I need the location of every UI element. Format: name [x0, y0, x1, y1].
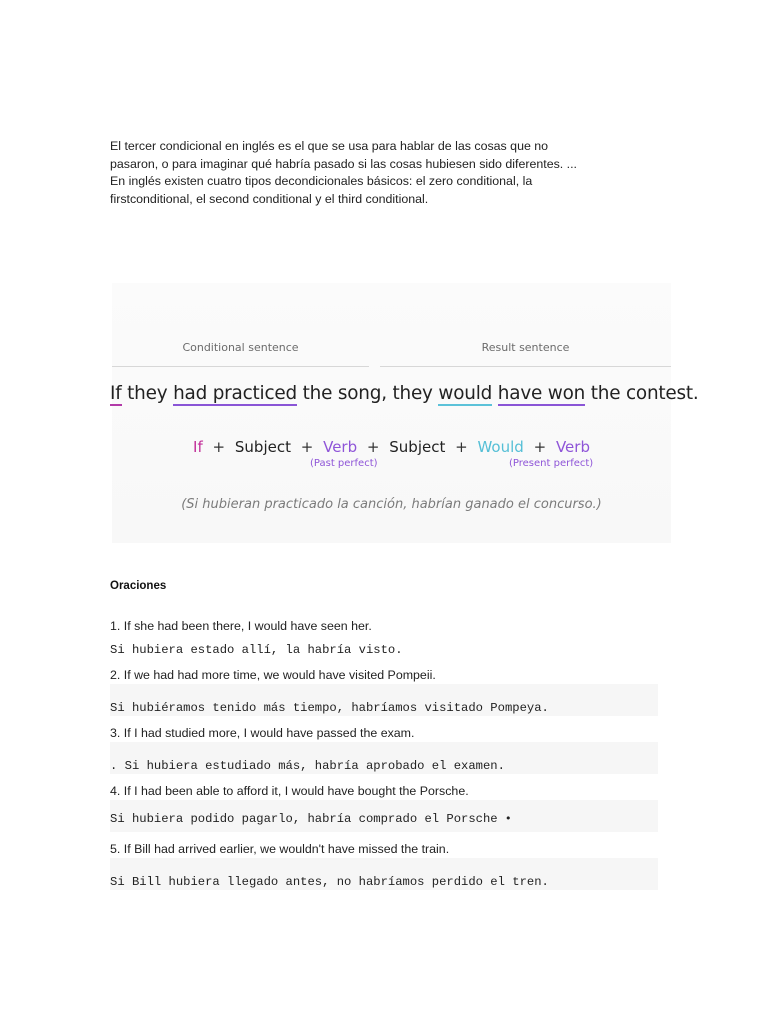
intro-line: El tercer condicional en inglés es el que se usa para hablar de las cosas que no	[110, 139, 549, 153]
formula-verb: Verb	[555, 438, 590, 456]
example-text: they	[121, 383, 174, 404]
intro-line: firstconditional, el second conditional y el third conditional.	[110, 191, 429, 206]
example-if: If	[110, 383, 122, 404]
formula	[112, 438, 671, 456]
sentence-spanish: Si hubiéramos tenido más tiempo, habríamos visitado Pompeya.	[110, 684, 658, 716]
sentence-english: 2. If we had had more time, we would have visited Pompeii.	[110, 668, 436, 682]
sentence-english: 1. If she had been there, I would have seen her.	[110, 619, 372, 633]
sentence-spanish-row	[110, 800, 658, 832]
formula-plus: +	[455, 438, 468, 456]
formula-verb: Verb	[323, 438, 358, 456]
formula-subject: Subject	[234, 438, 291, 456]
sentence-english: 4. If I had been able to afford it, I would have bought the Porsche.	[110, 784, 469, 798]
sentence-english: 5. If Bill had arrived earlier, we wouldn't have missed the train.	[110, 842, 450, 856]
formula-would: Would	[477, 438, 524, 456]
intro-line: En inglés existen cuatro tipos decondicionales básicos: el zero conditional, la	[110, 174, 533, 188]
example-text: the contest.	[585, 383, 699, 404]
sentence-spanish: Si hubiera podido pagarlo, habría comprado el Porsche	[110, 812, 498, 826]
section-heading: Oraciones	[110, 580, 167, 592]
formula-if: If	[193, 438, 203, 456]
divider	[380, 366, 671, 367]
formula-plus: +	[300, 438, 314, 456]
intro-paragraph	[110, 138, 670, 208]
example-sentence	[110, 383, 699, 406]
sentence-english: 3. If I had studied more, I would have passed the exam.	[110, 726, 415, 740]
sentence-spanish: Si hubiera estado allí, la habría visto.	[110, 643, 403, 657]
formula-plus: +	[366, 438, 380, 456]
example-would: would	[438, 383, 493, 404]
formula-plus: +	[533, 438, 547, 456]
example-text: the song, they	[296, 383, 439, 404]
divider	[112, 366, 369, 367]
bullet-mark: •	[504, 812, 512, 825]
example-have-won: have won	[497, 383, 586, 404]
sentence-spanish: Si Bill hubiera llegado antes, no habríamos perdido el tren.	[110, 858, 658, 890]
formula-plus: +	[212, 438, 226, 456]
sentence-spanish: . Si hubiera estudiado más, habría aprobado el examen.	[110, 742, 658, 774]
formula-subject: Subject	[389, 438, 446, 456]
spanish-translation: (Si hubieran practicado la canción, habrían ganado el concurso.)	[181, 497, 602, 512]
conditional-sentence-header: Conditional sentence	[182, 341, 299, 354]
example-had-practiced: had practiced	[173, 383, 297, 404]
present-perfect-note: (Present perfect)	[509, 458, 594, 469]
intro-line: pasaron, o para imaginar qué habría pasado si las cosas hubiesen sido diferentes. ...	[110, 156, 578, 171]
past-perfect-note: (Past perfect)	[310, 458, 378, 469]
result-sentence-header: Result sentence	[481, 341, 570, 354]
third-conditional-figure	[110, 283, 699, 543]
